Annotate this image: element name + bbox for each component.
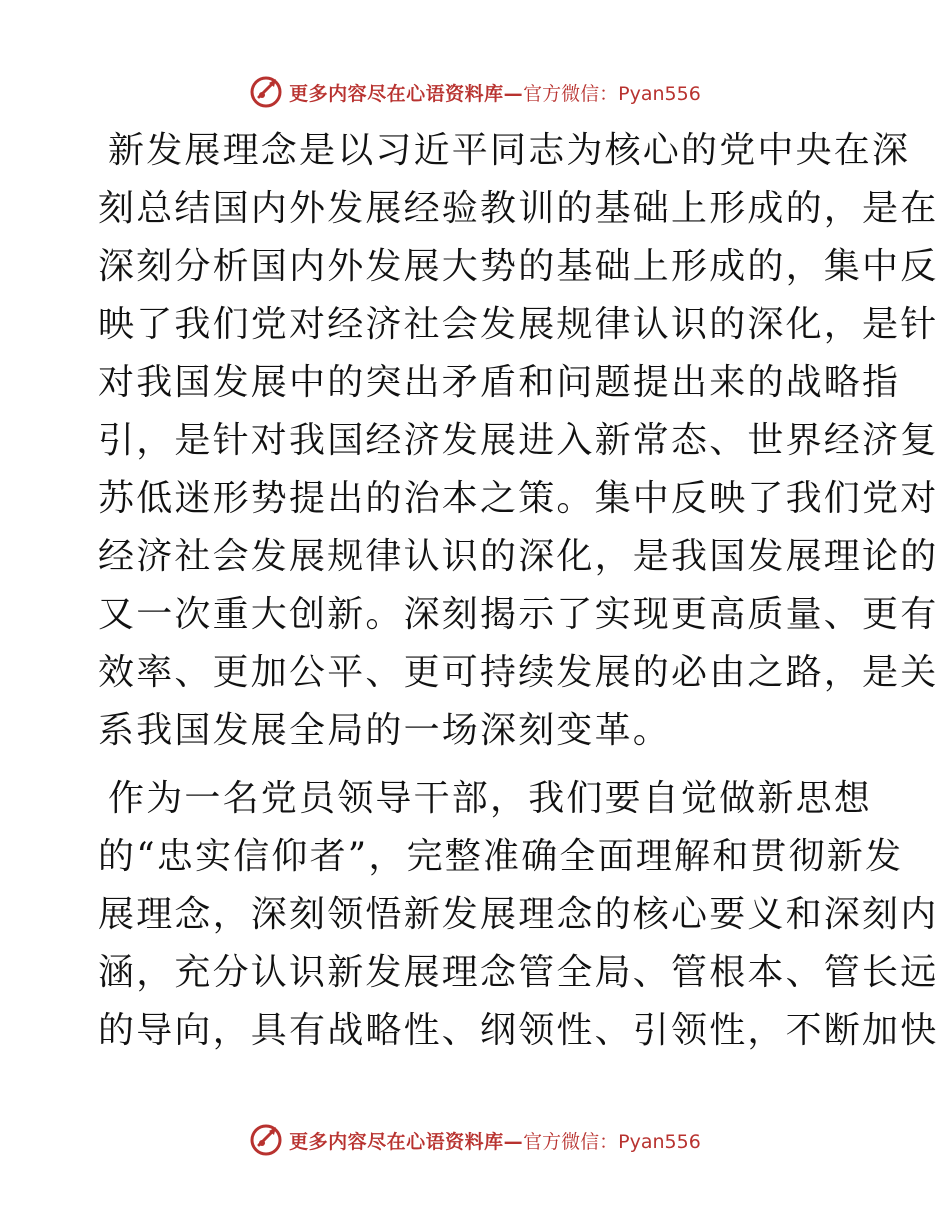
- text-line: 对我国发展中的突出矛盾和问题提出来的战略指: [98, 362, 901, 403]
- text-line: 系我国发展全局的一场深刻变革。: [98, 710, 672, 751]
- paragraph-1: [98, 122, 939, 760]
- text-line: 刻总结国内外发展经验教训的基础上形成的，是在: [98, 188, 939, 229]
- text-line: 的导向，具有战略性、纲领性、引领性，不断加快: [98, 1010, 939, 1051]
- banner-contact: 官方微信：Pyan556: [523, 1130, 701, 1153]
- banner-text: 更多内容尽在心语资料库—: [289, 82, 524, 105]
- seal-logo-icon: [249, 75, 283, 109]
- document-body: [98, 122, 939, 1060]
- banner-text: 更多内容尽在心语资料库—: [289, 1130, 524, 1153]
- header-banner: [0, 72, 950, 112]
- text-line: 作为一名党员领导干部，我们要自觉做新思想: [108, 778, 873, 819]
- paragraph-2: [98, 770, 939, 1060]
- text-line: 展理念，深刻领悟新发展理念的核心要义和深刻内: [98, 894, 939, 935]
- paragraph-gap: [98, 760, 858, 770]
- footer-banner: [0, 1120, 950, 1160]
- text-line: 经济社会发展规律认识的深化，是我国发展理论的: [98, 536, 939, 577]
- text-line: 苏低迷形势提出的治本之策。集中反映了我们党对: [98, 478, 939, 519]
- text-line: 又一次重大创新。深刻揭示了实现更高质量、更有: [98, 594, 939, 635]
- text-line: 映了我们党对经济社会发展规律认识的深化，是针: [98, 304, 939, 345]
- text-line: 深刻分析国内外发展大势的基础上形成的，集中反: [98, 246, 939, 287]
- text-line: 引，是针对我国经济发展进入新常态、世界经济复: [98, 420, 939, 461]
- text-line: 的“忠实信仰者”，完整准确全面理解和贯彻新发: [98, 836, 904, 877]
- text-line: 效率、更加公平、更可持续发展的必由之路，是关: [98, 652, 939, 693]
- text-line: 新发展理念是以习近平同志为核心的党中央在深: [108, 130, 911, 171]
- seal-logo-icon: [249, 1123, 283, 1157]
- banner-contact: 官方微信：Pyan556: [523, 82, 701, 105]
- text-line: 涵，充分认识新发展理念管全局、管根本、管长远: [98, 952, 939, 993]
